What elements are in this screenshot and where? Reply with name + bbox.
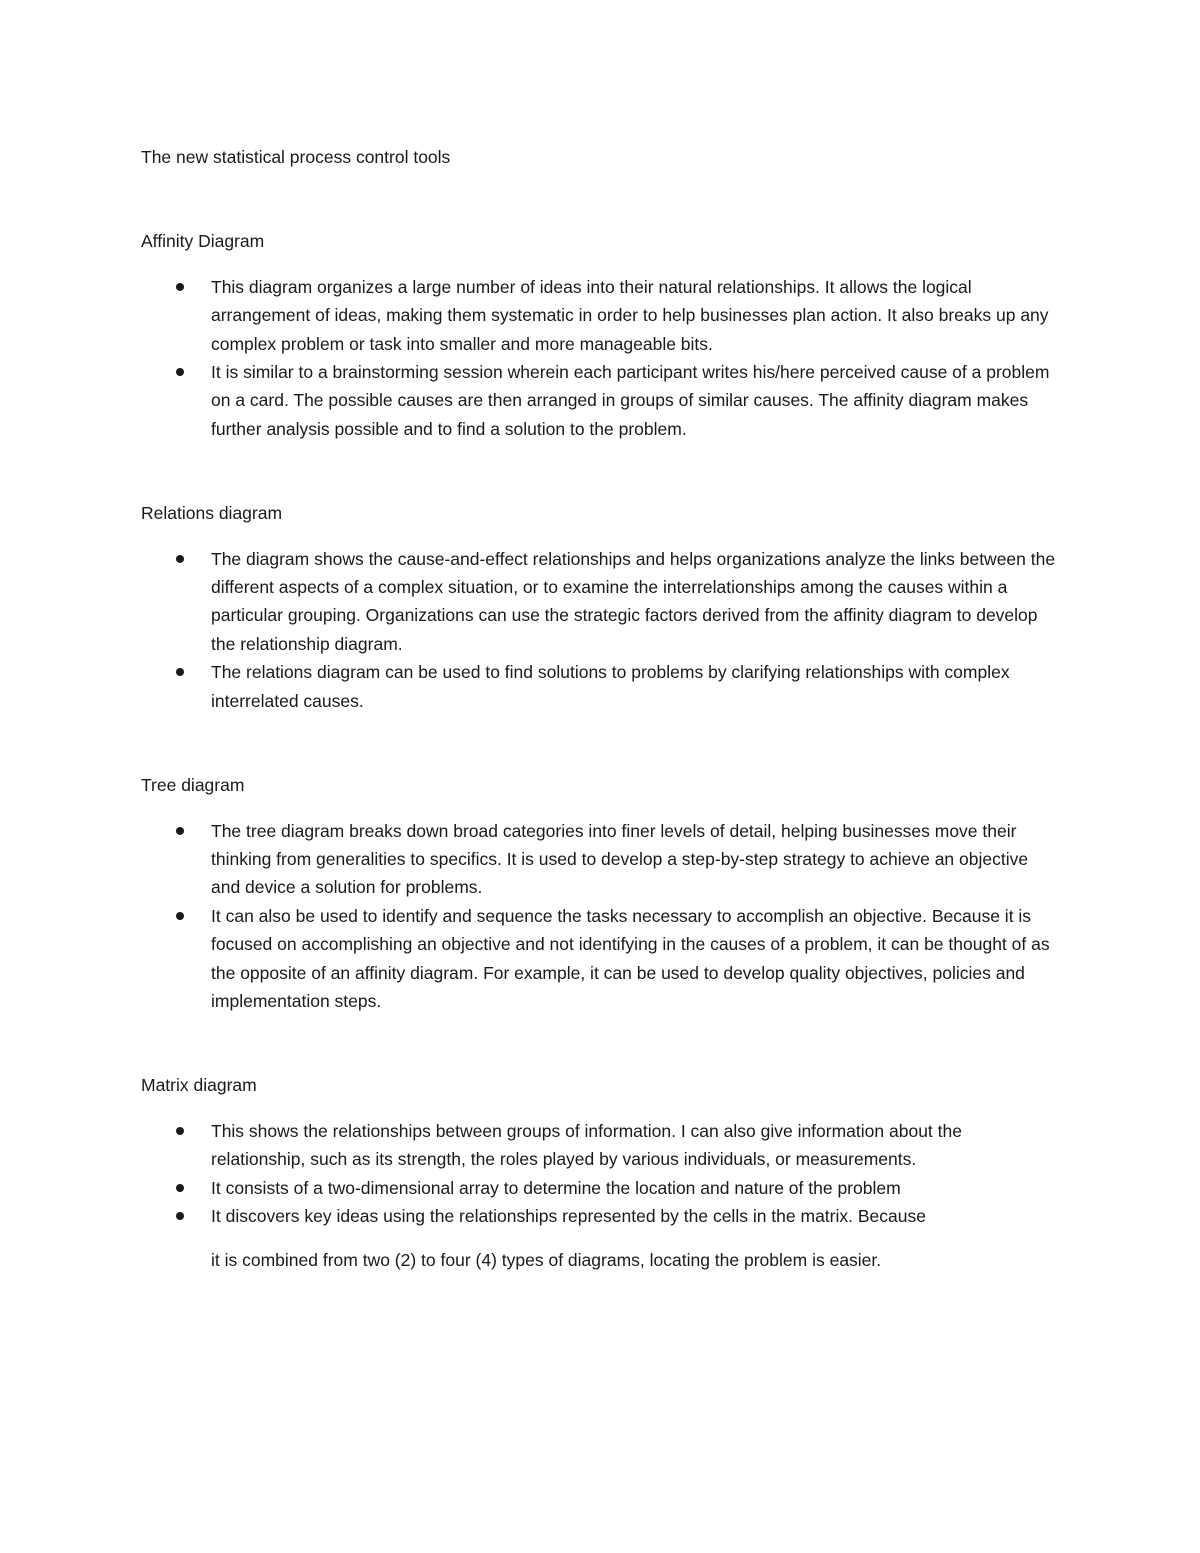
section-matrix-diagram (141, 1071, 1061, 1274)
list-item-text: It discovers key ideas using the relationships represented by the cells in the matrix. Because (211, 1205, 926, 1226)
bullet-list (141, 273, 1061, 443)
bullet-list (141, 1117, 1061, 1231)
bullet-icon (176, 368, 184, 376)
list-item-text: It consists of a two-dimensional array to determine the location and nature of the problem (211, 1177, 901, 1198)
bullet-icon (176, 1184, 184, 1192)
list-item-text: It is similar to a brainstorming session wherein each participant writes his/here perceived cause of a problem on a card. The possible causes are then arranged in groups of similar causes. The affinity diagram makes further analysis possible and to find a solution to the problem. (211, 362, 1050, 439)
list-item-text: The diagram shows the cause-and-effect relationships and helps organizations analyze the links between the different aspects of a complex situation, or to examine the interrelationships among the causes within a particular grouping. Organizations can use the strategic factors derived from the affinity diagram to develop the relationship diagram. (211, 548, 1056, 654)
list-item (141, 817, 1061, 902)
bullet-icon (176, 1127, 184, 1135)
section-heading: Relations diagram (141, 503, 283, 524)
document-body (141, 143, 1061, 1331)
list-item (141, 1174, 1061, 1202)
list-item (141, 545, 1061, 659)
list-item (141, 658, 1061, 715)
bullet-icon (176, 912, 184, 920)
continuation-text: it is combined from two (2) to four (4) types of diagrams, locating the problem is easier. (211, 1250, 882, 1271)
document-title: The new statistical process control tools (141, 147, 451, 167)
section-relations-diagram (141, 499, 1061, 715)
section-affinity-diagram (141, 227, 1061, 443)
bullet-list (141, 817, 1061, 1016)
list-item (141, 358, 1061, 443)
bullet-icon (176, 668, 184, 676)
list-item (141, 1202, 1061, 1230)
bullet-icon (176, 1212, 184, 1220)
list-item (141, 902, 1061, 1016)
section-heading: Tree diagram (141, 775, 245, 796)
list-item-text: This diagram organizes a large number of ideas into their natural relationships. It allows the logical arrangement of ideas, making them systematic in order to help businesses plan action. It also breaks up any complex problem or task into smaller and more manageable bits. (211, 276, 1049, 354)
section-heading: Matrix diagram (141, 1075, 257, 1096)
bullet-icon (176, 827, 184, 835)
bullet-list (141, 545, 1061, 715)
section-heading: Affinity Diagram (141, 231, 265, 252)
list-item-text: The tree diagram breaks down broad categories into finer levels of detail, helping businesses move their thinking from generalities to specifics. It is used to develop a step-by-step strategy to achieve an objective and device a solution for problems. (211, 820, 1029, 898)
list-item (141, 273, 1061, 358)
list-item-text: The relations diagram can be used to find solutions to problems by clarifying relationships with complex interrelated causes. (211, 662, 1010, 711)
bullet-icon (176, 555, 184, 563)
bullet-icon (176, 283, 184, 291)
list-item (141, 1117, 1061, 1174)
section-tree-diagram (141, 771, 1061, 1015)
list-item-text: It can also be used to identify and sequence the tasks necessary to accomplish an objective. Because it is focused on accomplishing an objective and not identifying in the causes of a problem, it can be thought of as the opposite of an affinity diagram. For example, it can be used to develop quality objectives, policies and implementation steps. (211, 905, 1050, 1011)
list-item-text: This shows the relationships between groups of information. I can also give information about the relationship, such as its strength, the roles played by various individuals, or measurements. (211, 1120, 962, 1170)
